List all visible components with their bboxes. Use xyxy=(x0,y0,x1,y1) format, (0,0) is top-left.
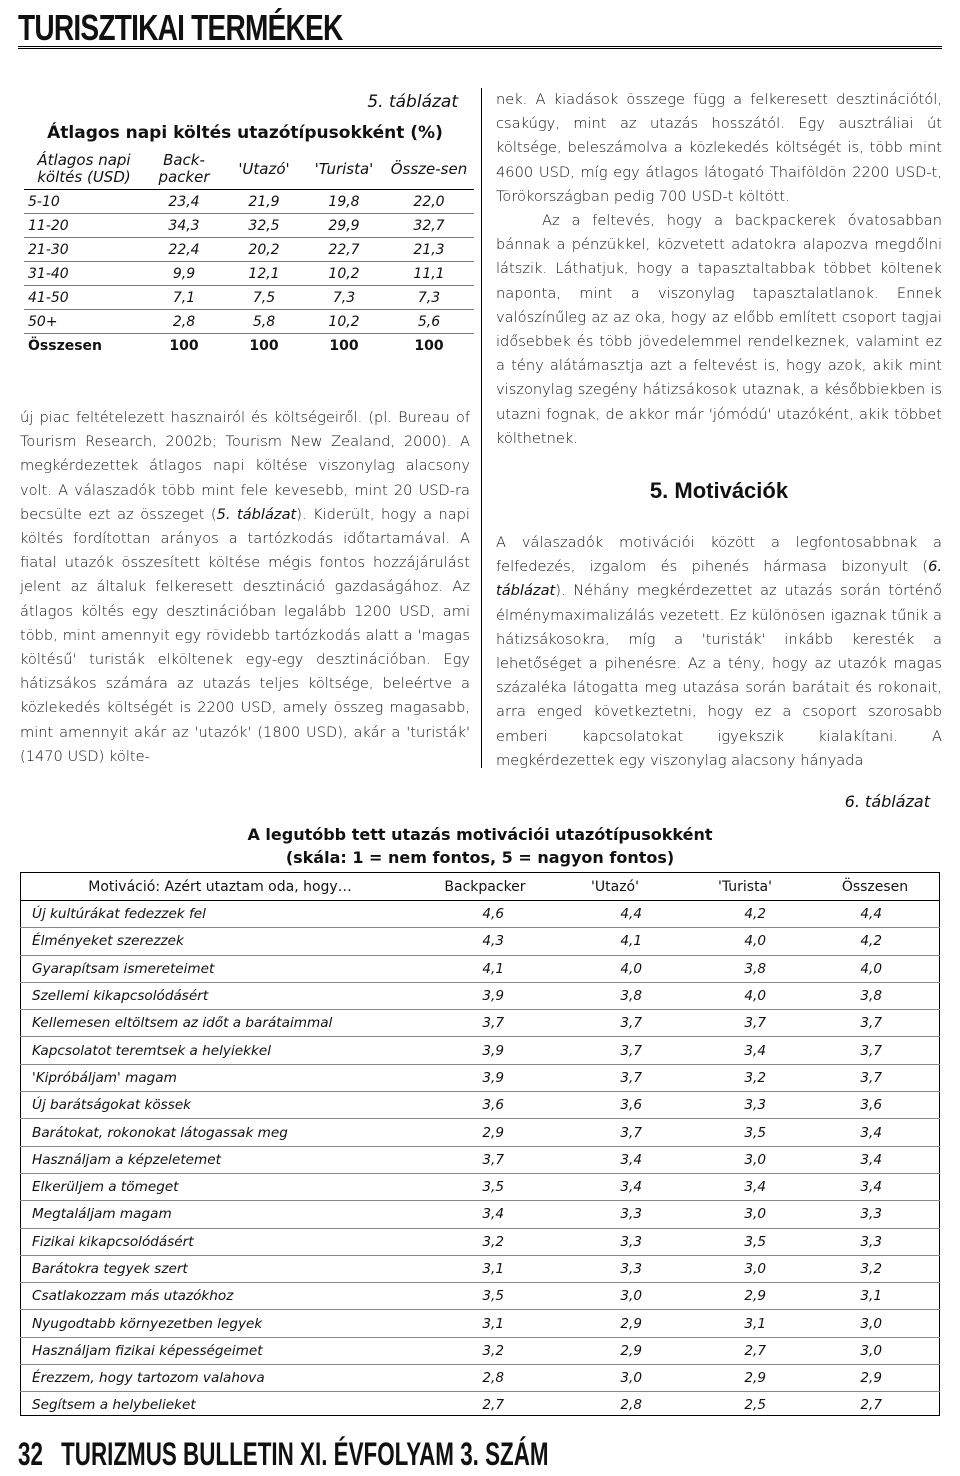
row-label: Új barátságokat kössek xyxy=(20,1092,420,1119)
table-cell: 22,0 xyxy=(384,190,474,214)
row-label: 50+ xyxy=(24,310,144,334)
table-cell: 4,0 xyxy=(680,982,810,1009)
table-cell: 32,5 xyxy=(224,214,304,238)
table-cell: 3,1 xyxy=(420,1255,550,1282)
table-cell: 2,9 xyxy=(550,1310,680,1337)
table-cell: 3,7 xyxy=(680,1010,810,1037)
table6-subtitle: (skála: 1 = nem fontos, 5 = nagyon fontos) xyxy=(285,848,675,867)
row-label: 5-10 xyxy=(24,190,144,214)
table-cell: 12,1 xyxy=(224,262,304,286)
table6-col-header: Backpacker xyxy=(420,874,550,901)
row-label: Összesen xyxy=(28,337,103,354)
table-cell: 100 xyxy=(249,337,279,354)
table-cell: 20,2 xyxy=(224,238,304,262)
table5-title: Átlagos napi költés utazótípusokként (%) xyxy=(47,123,443,143)
table-row xyxy=(20,1037,940,1064)
table-row xyxy=(24,190,474,214)
table-cell: 21,3 xyxy=(384,238,474,262)
table-row xyxy=(20,1392,940,1419)
table-cell: 3,4 xyxy=(810,1146,940,1173)
table-cell: 2,7 xyxy=(680,1337,810,1364)
table-cell: 4,0 xyxy=(680,928,810,955)
column-divider xyxy=(481,88,482,768)
right-column-text xyxy=(496,88,942,451)
header-rule-double xyxy=(18,48,942,49)
row-label: Használjam a képzeletemet xyxy=(20,1146,420,1173)
table-cell: 3,1 xyxy=(810,1283,940,1310)
table-row xyxy=(20,1119,940,1146)
table-row xyxy=(24,262,474,286)
table-cell: 100 xyxy=(169,337,199,354)
table-cell: 2,9 xyxy=(680,1283,810,1310)
text-span: A válaszadók motivációi között a legfontosabbnak a felfedezés, izgalom és pihenés hármasa bizonyult ( xyxy=(496,534,942,576)
table-cell: 9,9 xyxy=(144,262,224,286)
row-label: 11-20 xyxy=(24,214,144,238)
table-cell: 3,2 xyxy=(680,1064,810,1091)
table-cell: 32,7 xyxy=(384,214,474,238)
table-cell: 2,8 xyxy=(620,1397,642,1414)
table-cell: 3,6 xyxy=(810,1092,940,1119)
table-cell: 3,6 xyxy=(420,1092,550,1119)
table-row xyxy=(20,982,940,1009)
table-cell: 3,3 xyxy=(810,1201,940,1228)
right-paragraph-2: Az a feltevés, hogy a backpackerek óvatosabban bánnak a pénzükkel, közvetett adatokra alapozva megdőlni látszik. Láthatjuk, hogy a tapasztaltabbak többet költenek naponta, mint a viszonylag tapasztalatlanok. Ennek valószínűleg az az oka, hogy az előbb említett csoport tagjai idősebbek és több jövedelemmel rendelkeznek, valamint ez a tény alátámasztja azt a feltevést is, hogy azok, akik mint viszonylag szegény hátizsákosok utaznak, a későbbiekben is utazni fognak, de akkor már 'jómódú' utazóként, akik többet költhetnek. xyxy=(496,212,942,447)
table-reference: 6. táblázat xyxy=(496,558,942,600)
table-cell: 2,9 xyxy=(680,1365,810,1392)
table-cell: 3,7 xyxy=(810,1064,940,1091)
table-cell: 4,2 xyxy=(810,928,940,955)
table-cell: 3,2 xyxy=(420,1337,550,1364)
table-cell: 7,5 xyxy=(224,286,304,310)
text-span: új piac feltételezett hasznairól és költségeiről. (pl. Bureau of Tourism Research, 2002b; Tourism New Zealand, 2000). A megkérdezettek átlagos napi költése viszonylag alacsony volt. A válaszadók több mint fele kevesebb, mint 20 USD-ra becsülte ezt az összeget ( xyxy=(20,409,470,523)
row-label: Megtaláljam magam xyxy=(20,1201,420,1228)
table-row xyxy=(20,1201,940,1228)
table6-col-header: 'Utazó' xyxy=(550,874,680,901)
table-row xyxy=(20,1283,940,1310)
table-cell: 3,9 xyxy=(420,1037,550,1064)
table6-col-header: 'Turista' xyxy=(680,874,810,901)
row-label: Kellemesen eltöltsem az időt a barátaimmal xyxy=(20,1010,420,1037)
table-row xyxy=(20,1146,940,1173)
table-cell: 3,5 xyxy=(420,1173,550,1200)
header-title: TURISZTIKAI TERMÉKEK xyxy=(18,7,343,48)
table-row xyxy=(24,214,474,238)
table-cell: 3,1 xyxy=(680,1310,810,1337)
table-cell: 7,3 xyxy=(384,286,474,310)
table-cell: 4,3 xyxy=(420,928,550,955)
table-row xyxy=(20,901,940,928)
table6 xyxy=(20,874,940,1419)
table-cell: 2,7 xyxy=(860,1397,882,1414)
table-cell: 7,3 xyxy=(304,286,384,310)
table-cell: 3,4 xyxy=(810,1173,940,1200)
table-cell: 3,3 xyxy=(680,1092,810,1119)
table-cell: 3,4 xyxy=(680,1037,810,1064)
table6-title-line: A legutóbb tett utazás motivációi utazótípusokként xyxy=(247,825,713,844)
footer xyxy=(18,1434,549,1474)
row-label: Új kultúrákat fedezzek fel xyxy=(20,901,420,928)
table-cell: 10,2 xyxy=(304,262,384,286)
table-cell: 3,9 xyxy=(420,1064,550,1091)
table5-col-header: 'Turista' xyxy=(304,150,384,190)
table6-col-header: Motiváció: Azért utaztam oda, hogy… xyxy=(20,874,420,901)
table6-header-row xyxy=(20,874,940,901)
table-cell: 21,9 xyxy=(224,190,304,214)
table-cell: 3,0 xyxy=(680,1201,810,1228)
table-cell: 3,3 xyxy=(810,1228,940,1255)
table-cell: 3,8 xyxy=(680,955,810,982)
table-row xyxy=(20,955,940,982)
header-rule xyxy=(18,46,942,47)
table-cell: 3,9 xyxy=(420,982,550,1009)
row-label: Érezzem, hogy tartozom valahova xyxy=(20,1365,420,1392)
right-paragraph-3 xyxy=(496,531,942,773)
table6-col-header: Összesen xyxy=(810,874,940,901)
table-cell: 3,6 xyxy=(550,1092,680,1119)
table-cell: 2,8 xyxy=(420,1365,550,1392)
table-cell: 3,7 xyxy=(550,1119,680,1146)
table-cell: 5,8 xyxy=(224,310,304,334)
table-cell: 3,2 xyxy=(810,1255,940,1282)
table-cell: 2,9 xyxy=(550,1337,680,1364)
table-row xyxy=(20,1310,940,1337)
table-cell: 100 xyxy=(329,337,359,354)
table-cell: 3,3 xyxy=(550,1201,680,1228)
row-label: 21-30 xyxy=(24,238,144,262)
row-label: Barátokra tegyek szert xyxy=(20,1255,420,1282)
table-row xyxy=(24,238,474,262)
table-cell: 2,9 xyxy=(420,1119,550,1146)
table-row xyxy=(24,286,474,310)
row-label: Szellemi kikapcsolódásért xyxy=(20,982,420,1009)
table-row xyxy=(20,928,940,955)
text-span: ). Kiderült, hogy a napi költés fordítottan arányos a tartózkodás időtartamával. A fiatal utazók összesített költése mégis fontos hozzájárulást jelent az általuk felkeresett desztináció gazdaságához. Az átlagos költés egy desztinációban legalább 1200 USD, ami több, mint amennyit egy rövidebb tartózkodás alatt a 'magas költésű' turisták elköltenek egy-egy desztinációban. Egy hátizsákos számára az utazás teljes költsége, beleértve a közlekedés költségét is 2200 USD, amely összeg magasabb, mint amennyit akár az 'utazók' (1800 USD), akár a 'turisták' (1470 USD) költe- xyxy=(20,505,470,765)
table-cell: 3,4 xyxy=(810,1119,940,1146)
table-row xyxy=(20,1010,940,1037)
table5 xyxy=(24,150,474,357)
table5-col-header: Átlagos napi költés (USD) xyxy=(24,150,144,190)
table-cell: 22,7 xyxy=(304,238,384,262)
table-cell: 4,1 xyxy=(420,955,550,982)
table-cell: 3,4 xyxy=(550,1173,680,1200)
table-cell: 23,4 xyxy=(144,190,224,214)
row-label: Barátokat, rokonokat látogassak meg xyxy=(20,1119,420,1146)
table-row xyxy=(20,1337,940,1364)
table-cell: 2,7 xyxy=(482,1397,504,1414)
table-row xyxy=(20,1064,940,1091)
left-paragraph xyxy=(20,406,470,769)
table-cell: 11,1 xyxy=(384,262,474,286)
table-cell: 4,0 xyxy=(810,955,940,982)
table-cell: 34,3 xyxy=(144,214,224,238)
table6-caption: 6. táblázat xyxy=(844,792,930,811)
table-row xyxy=(20,1173,940,1200)
row-label: 41-50 xyxy=(24,286,144,310)
table-cell: 4,1 xyxy=(550,928,680,955)
table-cell: 100 xyxy=(414,337,444,354)
table-cell: 3,7 xyxy=(550,1064,680,1091)
row-label: Elkerüljem a tömeget xyxy=(20,1173,420,1200)
table-cell: 3,0 xyxy=(550,1365,680,1392)
table5-col-header: Back-packer xyxy=(144,150,224,190)
row-label: Használjam fizikai képességeimet xyxy=(20,1337,420,1364)
row-label: Fizikai kikapcsolódásért xyxy=(20,1228,420,1255)
table-cell: 3,0 xyxy=(680,1255,810,1282)
table-cell: 3,7 xyxy=(420,1010,550,1037)
table-cell: 3,2 xyxy=(420,1228,550,1255)
table-cell: 4,4 xyxy=(810,901,940,928)
table-cell: 3,7 xyxy=(550,1010,680,1037)
table-cell: 3,4 xyxy=(550,1146,680,1173)
table-cell: 3,7 xyxy=(420,1146,550,1173)
table-row xyxy=(20,1255,940,1282)
table-cell: 4,0 xyxy=(550,955,680,982)
table-cell: 10,2 xyxy=(304,310,384,334)
table-cell: 3,8 xyxy=(810,982,940,1009)
section-heading: 5. Motivációk xyxy=(649,478,789,503)
table-cell: 3,0 xyxy=(810,1337,940,1364)
table-row xyxy=(24,310,474,334)
table-cell: 3,8 xyxy=(550,982,680,1009)
table-cell: 4,6 xyxy=(420,901,550,928)
table-cell: 2,5 xyxy=(744,1397,766,1414)
table-cell: 2,9 xyxy=(810,1365,940,1392)
left-column-text xyxy=(20,406,470,769)
table5-header-row xyxy=(24,150,474,190)
row-label: 'Kipróbáljam' magam xyxy=(20,1064,420,1091)
table-cell: 5,6 xyxy=(384,310,474,334)
table-cell: 29,9 xyxy=(304,214,384,238)
table-reference: 5. táblázat xyxy=(216,505,297,523)
row-label: Gyarapítsam ismereteimet xyxy=(20,955,420,982)
row-label: Nyugodtabb környezetben legyek xyxy=(20,1310,420,1337)
right-column-text-lower xyxy=(496,531,942,773)
table-cell: 3,7 xyxy=(810,1037,940,1064)
table5-caption: 5. táblázat xyxy=(367,92,458,112)
table-cell: 4,2 xyxy=(680,901,810,928)
text-span: ). Néhány megkérdezettet az utazás során történő élménymaximalizálás vezetett. Ez különösen igaznak tűnik a hátizsákosokra, míg a 'turisták' inkább keresték a lehetőséget a pihenésre. Az a tény, hogy az utazók magas százaléka látogatta meg utazása során barátait és rokonait, arra enged következtetni, hogy ez a csoport szorosabb emberi kapcsolatokat igyekszik kialakítani. A megkérdezettek egy viszonylag alacsony hányada xyxy=(496,582,942,769)
table-cell: 3,7 xyxy=(810,1010,940,1037)
table-cell: 3,3 xyxy=(550,1255,680,1282)
table-row xyxy=(24,334,474,358)
table-cell: 4,4 xyxy=(550,901,680,928)
table-cell: 3,5 xyxy=(420,1283,550,1310)
table-cell: 3,5 xyxy=(680,1119,810,1146)
row-label: 31-40 xyxy=(24,262,144,286)
table-cell: 7,1 xyxy=(144,286,224,310)
table-cell: 2,8 xyxy=(144,310,224,334)
table-cell: 3,3 xyxy=(550,1228,680,1255)
table-row xyxy=(20,1228,940,1255)
page-number: 32 xyxy=(18,1436,43,1472)
table5-col-header: Össze-sen xyxy=(384,150,474,190)
table-cell: 22,4 xyxy=(144,238,224,262)
right-paragraph-1: nek. A kiadások összege függ a felkeresett desztinációtól, csakúgy, mint az utazás hosszától. Egy ausztráliai út költsége, beleszámolva a közlekedés költségét is, több mint 4600 USD, míg egy átlagos látogató Thaiföldön 2200 USD-t, Törökországban pedig 700 USD-t költött. xyxy=(496,91,942,205)
table-cell: 3,0 xyxy=(810,1310,940,1337)
table6-body xyxy=(20,901,940,1419)
table-row xyxy=(20,1092,940,1119)
row-label: Kapcsolatot teremtsek a helyiekkel xyxy=(20,1037,420,1064)
publication-name: TURIZMUS BULLETIN XI. ÉVFOLYAM 3. SZÁM xyxy=(61,1436,549,1472)
table-cell: 3,5 xyxy=(680,1228,810,1255)
row-label: Élményeket szerezzek xyxy=(20,928,420,955)
table5-col-header: 'Utazó' xyxy=(224,150,304,190)
table-row xyxy=(20,1365,940,1392)
table-cell: 3,1 xyxy=(420,1310,550,1337)
row-label: Segítsem a helybelieket xyxy=(32,1397,196,1414)
table-cell: 19,8 xyxy=(304,190,384,214)
table5-body xyxy=(24,190,474,358)
table-cell: 3,0 xyxy=(680,1146,810,1173)
table-cell: 3,0 xyxy=(550,1283,680,1310)
row-label: Csatlakozzam más utazókhoz xyxy=(20,1283,420,1310)
table6-title xyxy=(20,823,940,869)
table-cell: 3,7 xyxy=(550,1037,680,1064)
table-cell: 3,4 xyxy=(420,1201,550,1228)
table-cell: 3,4 xyxy=(680,1173,810,1200)
